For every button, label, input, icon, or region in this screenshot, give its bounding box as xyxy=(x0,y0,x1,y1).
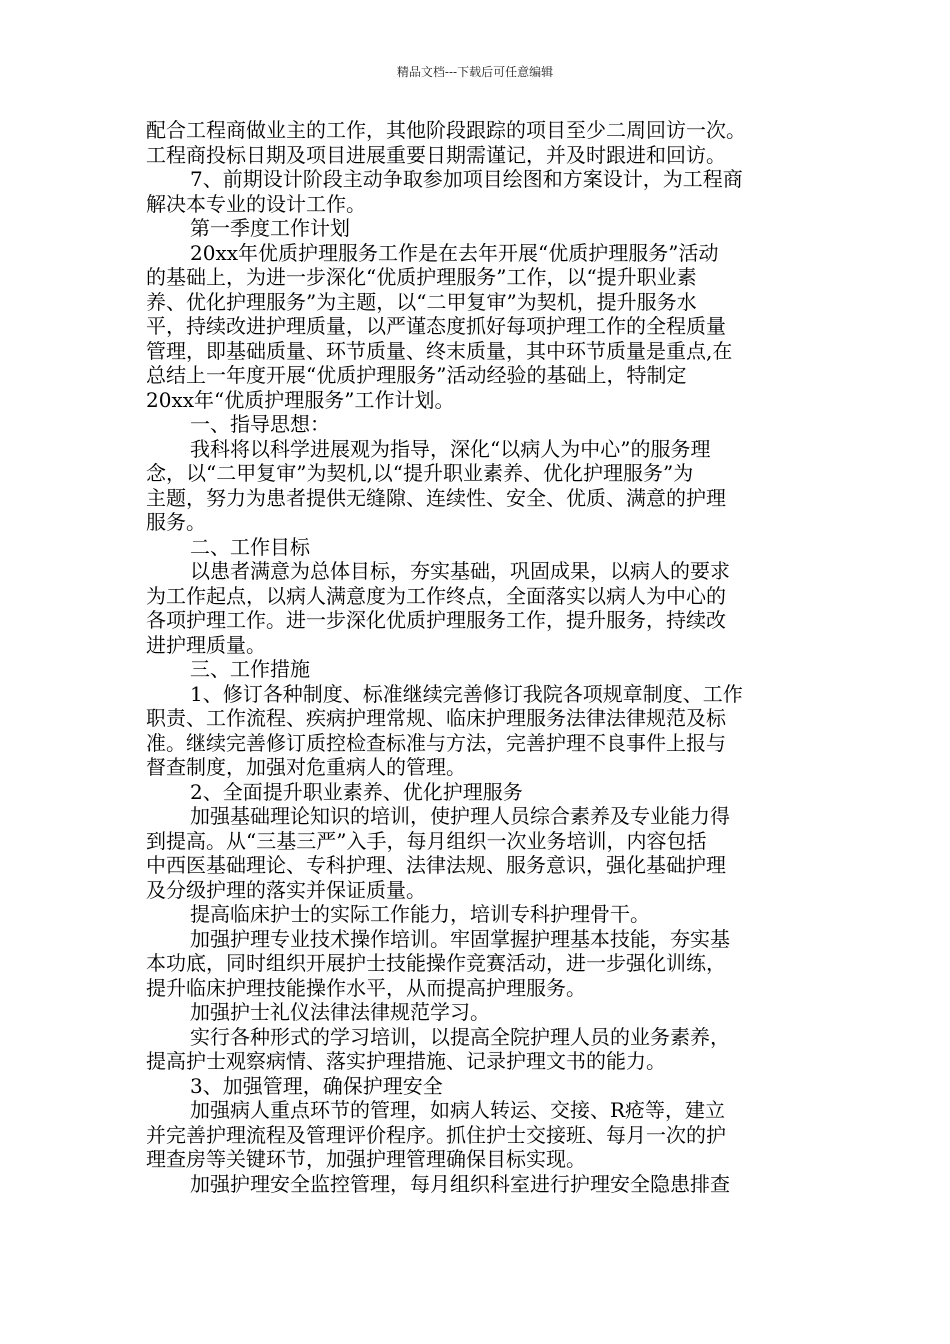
text-line: 中西医基础理论、专科护理、法律法规、服务意识，强化基础护理 xyxy=(146,853,726,877)
text-line: 加强护理专业技术操作培训。牢固掌握护理基本技能，夯实基 xyxy=(190,926,730,951)
text-line: 到提高。从“三基三严”入手，每月组织一次业务培训，内容包括 xyxy=(146,828,707,853)
text-line: 实行各种形式的学习培训，以提高全院护理人员的业务素养， xyxy=(190,1024,730,1049)
text-line: 以患者满意为总体目标，夯实基础，巩固成果，以病人的要求 xyxy=(190,559,730,583)
text-line: 加强护理安全监控管理，每月组织科室进行护理安全隐患排查 xyxy=(190,1171,730,1196)
text-line: 1、修订各种制度、标准继续完善修订我院各项规章制度、工作 xyxy=(190,681,743,706)
text-line: 配合工程商做业主的工作，其他阶段跟踪的项目至少二周回访一次。 xyxy=(146,118,746,142)
text-line: 督查制度，加强对危重病人的管理。 xyxy=(146,755,466,779)
text-line: 本功底，同时组织开展护士技能操作竞赛活动，进一步强化训练， xyxy=(146,951,726,975)
text-line: 理查房等关键环节，加强护理管理确保目标实现。 xyxy=(146,1147,586,1171)
text-line: 服务。 xyxy=(146,510,206,534)
text-line: 养、优化护理服务”为主题，以“二甲复审”为契机，提升服务水 xyxy=(146,289,697,314)
text-line: 为工作起点，以病人满意度为工作终点，全面落实以病人为中心的 xyxy=(146,583,726,608)
text-line: 的基础上，为进一步深化“优质护理服务”工作，以“提升职业素 xyxy=(146,265,697,289)
text-line: 加强护士礼仪法律法律规范学习。 xyxy=(190,1000,490,1024)
document-body xyxy=(146,118,816,1196)
text-line: 提升临床护理技能操作水平，从而提高护理服务。 xyxy=(146,975,586,1000)
text-line: 并完善护理流程及管理评价程序。抓住护士交接班、每月一次的护 xyxy=(146,1122,726,1147)
page-header: 精品文档---下载后可任意编辑 xyxy=(396,65,554,79)
text-line: 2、全面提升职业素养、优化护理服务 xyxy=(190,779,523,804)
text-line: 主题，努力为患者提供无缝隙、连续性、安全、优质、满意的护理 xyxy=(146,485,726,510)
text-line: 加强基础理论知识的培训，使护理人员综合素养及专业能力得 xyxy=(190,804,730,828)
text-line: 念，以“二甲复审”为契机,以“提升职业素养、优化护理服务”为 xyxy=(146,461,694,485)
text-line: 提高临床护士的实际工作能力，培训专科护理骨干。 xyxy=(190,902,650,926)
text-line: 7、前期设计阶段主动争取参加项目绘图和方案设计，为工程商 xyxy=(190,167,743,191)
text-line: 二、工作目标 xyxy=(190,534,310,559)
text-line: 工程商投标日期及项目进展重要日期需谨记，并及时跟进和回访。 xyxy=(146,142,726,167)
text-line: 我科将以科学进展观为指导，深化“以病人为中心”的服务理 xyxy=(190,436,711,461)
text-line: 准。继续完善修订质控检查标准与方法，完善护理不良事件上报与 xyxy=(146,730,726,755)
text-line: 3、加强管理，确保护理安全 xyxy=(190,1073,443,1098)
text-line: 及分级护理的落实并保证质量。 xyxy=(146,877,426,902)
text-line: 提高护士观察病情、落实护理措施、记录护理文书的能力。 xyxy=(146,1049,666,1073)
text-line: 管理，即基础质量、环节质量、终末质量，其中环节质量是重点,在 xyxy=(146,338,733,363)
text-line: 平，持续改进护理质量，以严谨态度抓好每项护理工作的全程质量 xyxy=(146,314,726,338)
text-line: 第一季度工作计划 xyxy=(190,216,350,240)
text-line: 加强病人重点环节的管理，如病人转运、交接、R疮等，建立 xyxy=(190,1098,726,1122)
text-line: 20xx年“优质护理服务”工作计划。 xyxy=(146,387,455,412)
text-line: 解决本专业的设计工作。 xyxy=(146,191,366,216)
text-line: 职责、工作流程、疾病护理常规、临床护理服务法律法律规范及标 xyxy=(146,706,726,730)
text-line: 20xx年优质护理服务工作是在去年开展“优质护理服务”活动 xyxy=(190,240,719,265)
text-line: 一、指导思想： xyxy=(190,412,330,436)
text-line: 各项护理工作。进一步深化优质护理服务工作，提升服务，持续改 xyxy=(146,608,726,632)
text-line: 进护理质量。 xyxy=(146,632,266,657)
text-line: 三、工作措施 xyxy=(190,657,310,681)
text-line: 总结上一年度开展“优质护理服务”活动经验的基础上，特制定 xyxy=(146,363,687,387)
